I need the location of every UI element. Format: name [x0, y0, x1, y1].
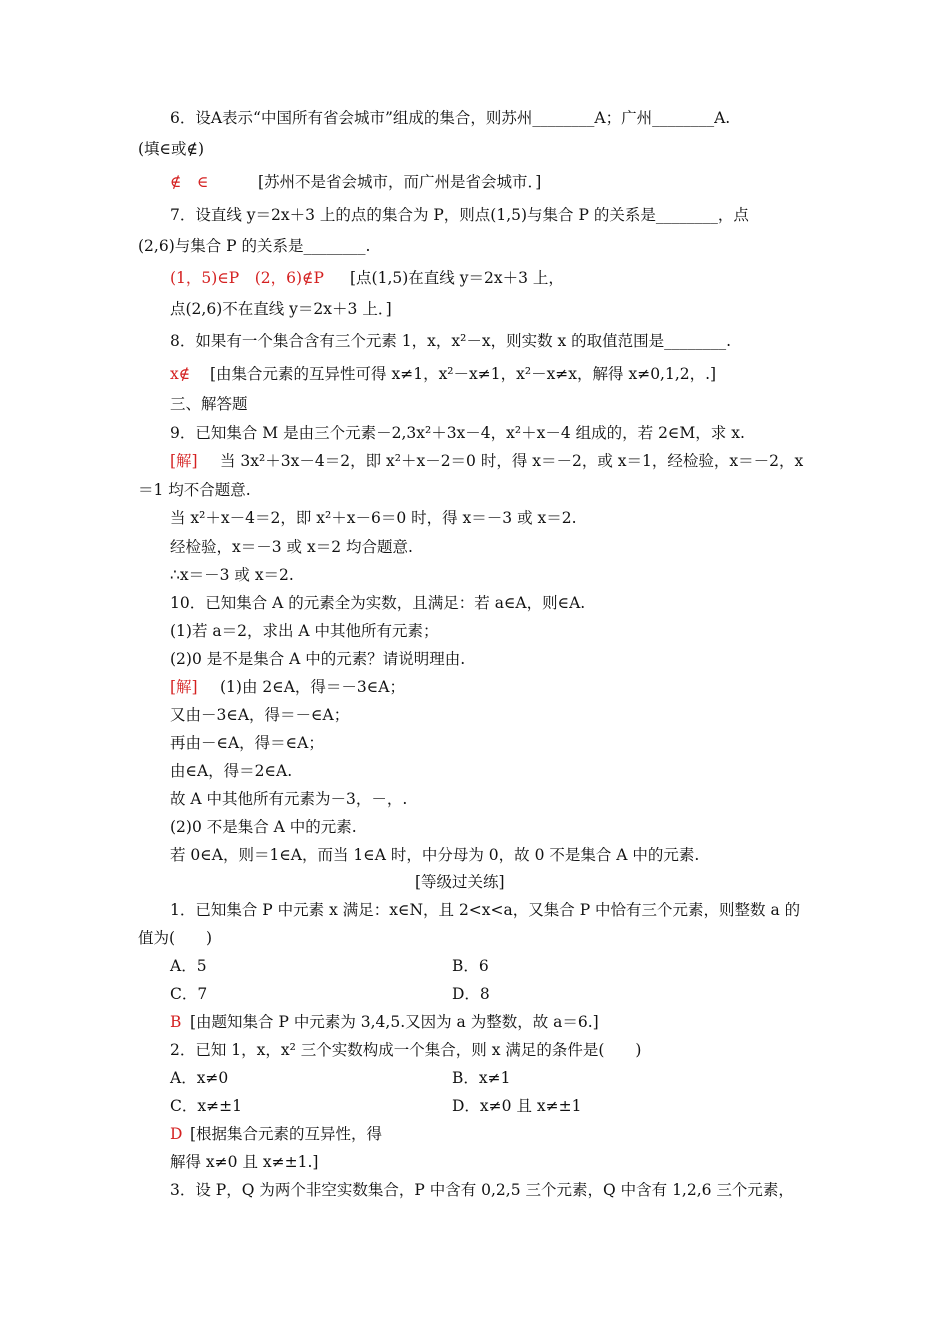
text-line: (填∈或∉) [138, 140, 205, 158]
text-line: 点(2,6)不在直线 y＝2x＋3 上．] [170, 300, 392, 318]
text-line: A．5 [170, 957, 207, 975]
text-line: 故 A 中其他所有元素为－3，－，. [170, 790, 408, 808]
text-line: A．x≠0 [170, 1069, 229, 1087]
text-line: 1．已知集合 P 中元素 x 满足：x∈N，且 2<x<a，又集合 P 中恰有三个元素，则整数 a 的 [170, 901, 801, 919]
text-line: 三、解答题 [170, 395, 248, 413]
text-line: 7．设直线 y＝2x＋3 上的点的集合为 P，则点(1,5)与集合 P 的关系是________，点 [170, 206, 749, 224]
text-line: (2)0 不是集合 A 中的元素. [170, 818, 357, 836]
text-line: 当 3x²＋3x－4＝2，即 x²＋x－2＝0 时，得 x＝－2，或 x＝1，经检验，x＝－2，x [220, 452, 804, 470]
text-line: 值为( ) [138, 929, 213, 947]
text-line: 由∈A，得＝2∈A. [170, 762, 293, 780]
text-line: 6．设A表示“中国所有省会城市”组成的集合，则苏州________A；广州________A. [170, 109, 731, 127]
text-line: 当 x²＋x－4＝2，即 x²＋x－6＝0 时，得 x＝－3 或 x＝2. [170, 509, 577, 527]
text-line: 经检验，x＝－3 或 x＝2 均合题意. [170, 538, 413, 556]
answer-text: x∉ [170, 365, 191, 383]
text-line: 若 0∈A，则＝1∈A，而当 1∈A 时，中分母为 0，故 0 不是集合 A 中的元素. [170, 846, 700, 864]
answer-text: (1，5)∈P (2，6)∉P [170, 269, 324, 287]
text-line: (2,6)与集合 P 的关系是________. [138, 237, 371, 255]
text-line: 再由－∈A，得＝∈A； [170, 734, 324, 752]
text-line: [由集合元素的互异性可得 x≠1，x²－x≠1，x²－x≠x，解得 x≠0,1,2，.] [210, 365, 717, 383]
text-line: 3．设 P，Q 为两个非空实数集合，P 中含有 0,2,5 三个元素，Q 中含有 1,2,6 三个元素， [170, 1181, 794, 1199]
text-line: 9．已知集合 M 是由三个元素－2,3x²＋3x－4，x²＋x－4 组成的，若 2∈M，求 x. [170, 424, 745, 442]
text-line: [苏州不是省会城市，而广州是省会城市．] [258, 173, 542, 191]
text-line: [根据集合元素的互异性，得 [190, 1125, 383, 1143]
answer-text: ∉ ∈ [170, 173, 209, 191]
text-line: (1)由 2∈A，得＝－3∈A； [220, 678, 405, 696]
text-line: D．x≠0 且 x≠±1 [452, 1097, 582, 1115]
answer-text: [解] [170, 452, 198, 470]
text-line: (2)0 是不是集合 A 中的元素？请说明理由. [170, 650, 466, 668]
text-line: 10．已知集合 A 的元素全为实数，且满足：若 a∈A，则∈A. [170, 594, 586, 612]
text-line: 8．如果有一个集合含有三个元素 1，x，x²－x，则实数 x 的取值范围是________. [170, 332, 732, 350]
text-line: 解得 x≠0 且 x≠±1.] [170, 1153, 319, 1171]
answer-text: B [170, 1013, 182, 1031]
text-line: 2．已知 1，x，x² 三个实数构成一个集合，则 x 满足的条件是( ) [170, 1041, 642, 1059]
text-line: [由题知集合 P 中元素为 3,4,5.又因为 a 为整数，故 a＝6.] [190, 1013, 599, 1031]
answer-text: [解] [170, 678, 198, 696]
text-line: C．x≠±1 [170, 1097, 242, 1115]
text-line: ＝1 均不合题意. [138, 481, 251, 499]
text-line: (1)若 a＝2，求出 A 中其他所有元素； [170, 622, 439, 640]
text-line: B．x≠1 [452, 1069, 511, 1087]
text-line: B．6 [452, 957, 489, 975]
text-line: [点(1,5)在直线 y＝2x＋3 上， [350, 269, 564, 287]
answer-text: D [170, 1125, 183, 1143]
text-line: 又由－3∈A，得＝－∈A； [170, 706, 350, 724]
text-line: [等级过关练] [415, 873, 505, 891]
text-line: C．7 [170, 985, 208, 1003]
text-line: ∴x＝－3 或 x＝2. [170, 566, 294, 584]
text-line: D．8 [452, 985, 490, 1003]
